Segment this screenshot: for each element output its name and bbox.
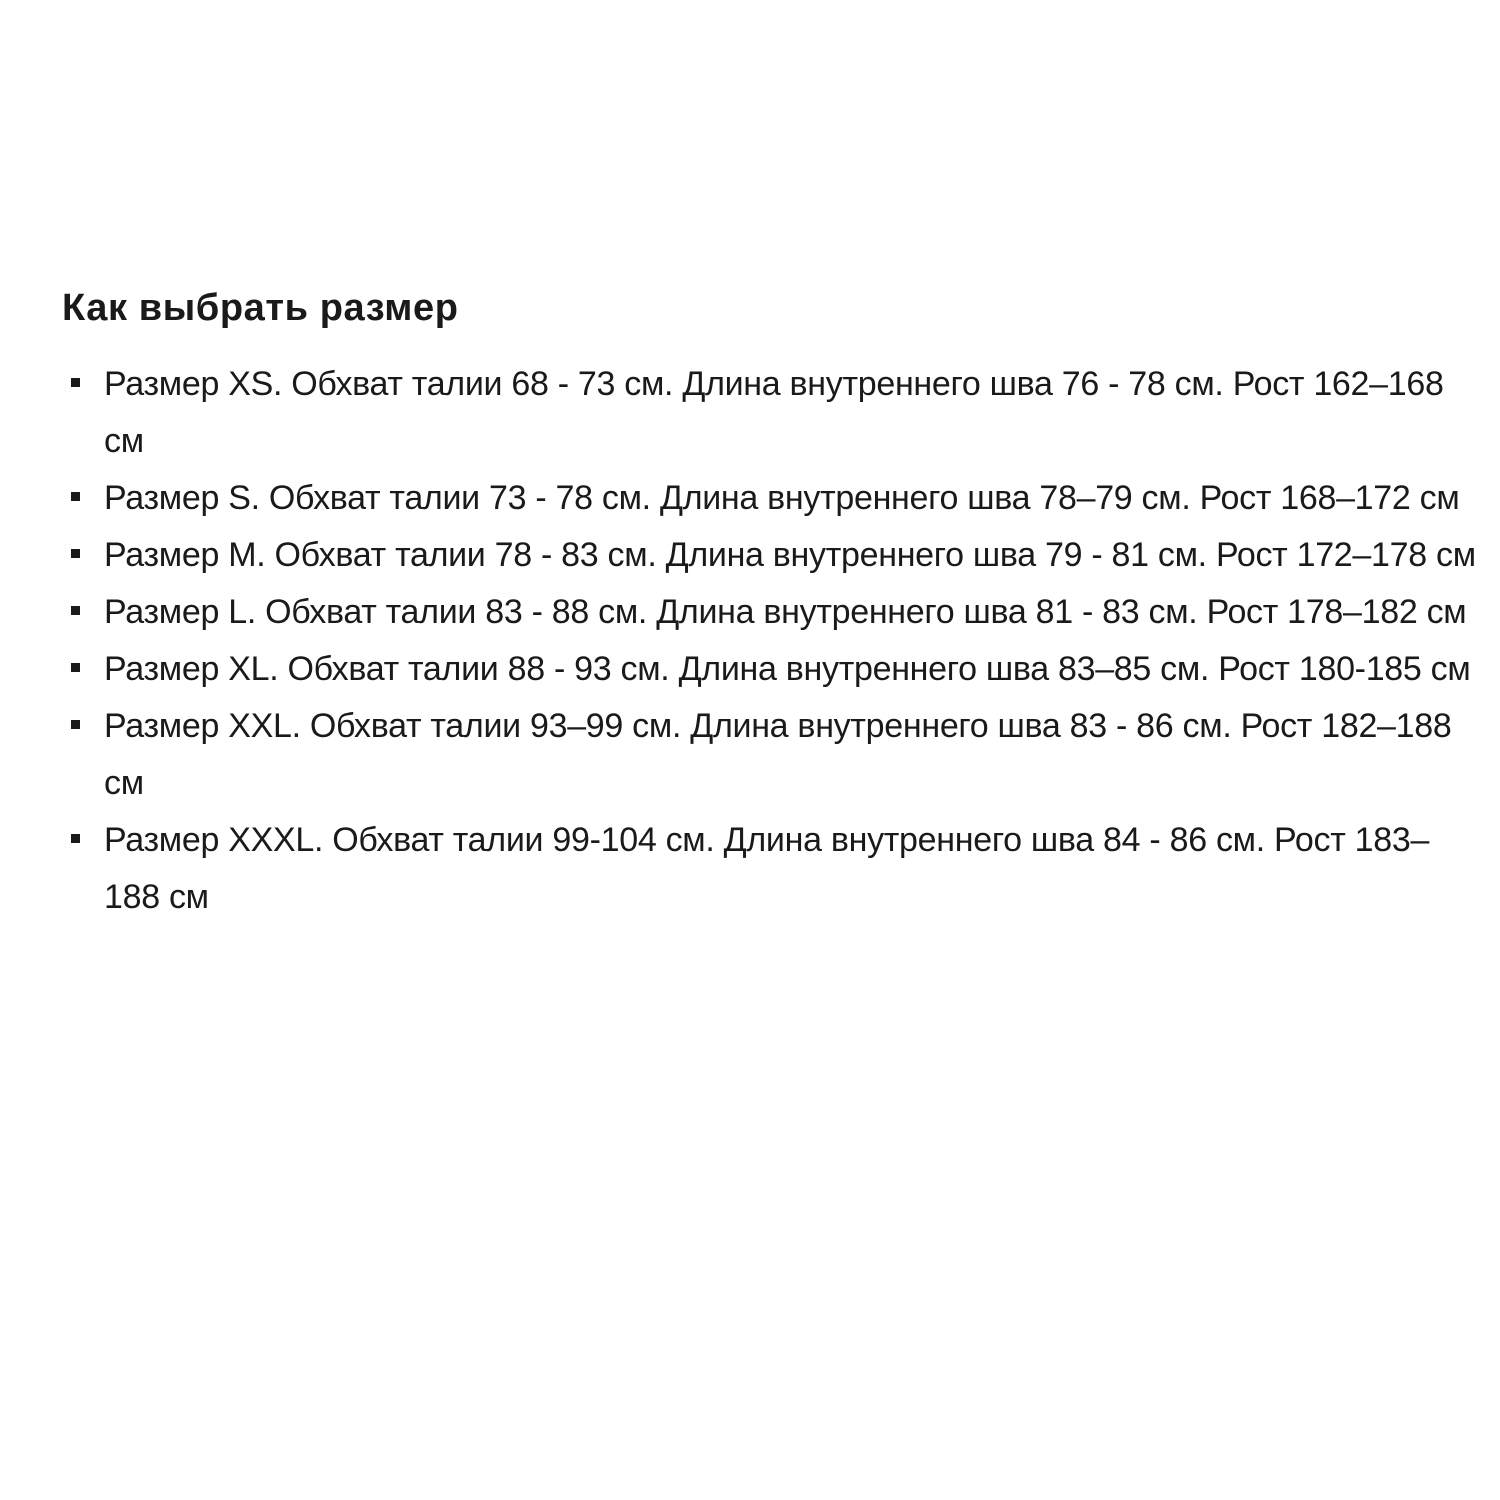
list-item-text: Размер M. Обхват талии 78 - 83 см. Длина внутреннего шва 79 - 81 см. Рост 172–178 см: [104, 536, 1476, 574]
square-bullet-icon: [71, 663, 80, 672]
square-bullet-icon: [71, 378, 80, 387]
size-guide: [62, 280, 1482, 926]
list-item-text: Размер L. Обхват талии 83 - 88 см. Длина внутреннего шва 81 - 83 см. Рост 178–182 см: [104, 593, 1467, 631]
square-bullet-icon: [71, 492, 80, 501]
list-item-text: Размер XXL. Обхват талии 93–99 см. Длина внутреннего шва 83 - 86 см. Рост 182–188 см: [104, 707, 1452, 802]
list-item-xl: [62, 641, 1482, 698]
square-bullet-icon: [71, 549, 80, 558]
list-item-xxl: [62, 698, 1482, 812]
size-list: [62, 356, 1482, 926]
list-item-text: Размер XS. Обхват талии 68 - 73 см. Длина внутреннего шва 76 - 78 см. Рост 162–168 см: [104, 365, 1444, 460]
list-item-text: Размер S. Обхват талии 73 - 78 см. Длина внутреннего шва 78–79 см. Рост 168–172 см: [104, 479, 1460, 517]
list-item-l: [62, 584, 1482, 641]
list-item-s: [62, 470, 1482, 527]
list-item-m: [62, 527, 1482, 584]
square-bullet-icon: [71, 606, 80, 615]
square-bullet-icon: [71, 834, 80, 843]
list-item-xxxl: [62, 812, 1482, 926]
page-title: Как выбрать размер: [62, 287, 459, 329]
list-item-text: Размер XL. Обхват талии 88 - 93 см. Длина внутреннего шва 83–85 см. Рост 180-185 см: [104, 650, 1471, 688]
list-item-xs: [62, 356, 1482, 470]
square-bullet-icon: [71, 720, 80, 729]
list-item-text: Размер XXXL. Обхват талии 99-104 см. Длина внутреннего шва 84 - 86 см. Рост 183–188 см: [104, 821, 1430, 916]
